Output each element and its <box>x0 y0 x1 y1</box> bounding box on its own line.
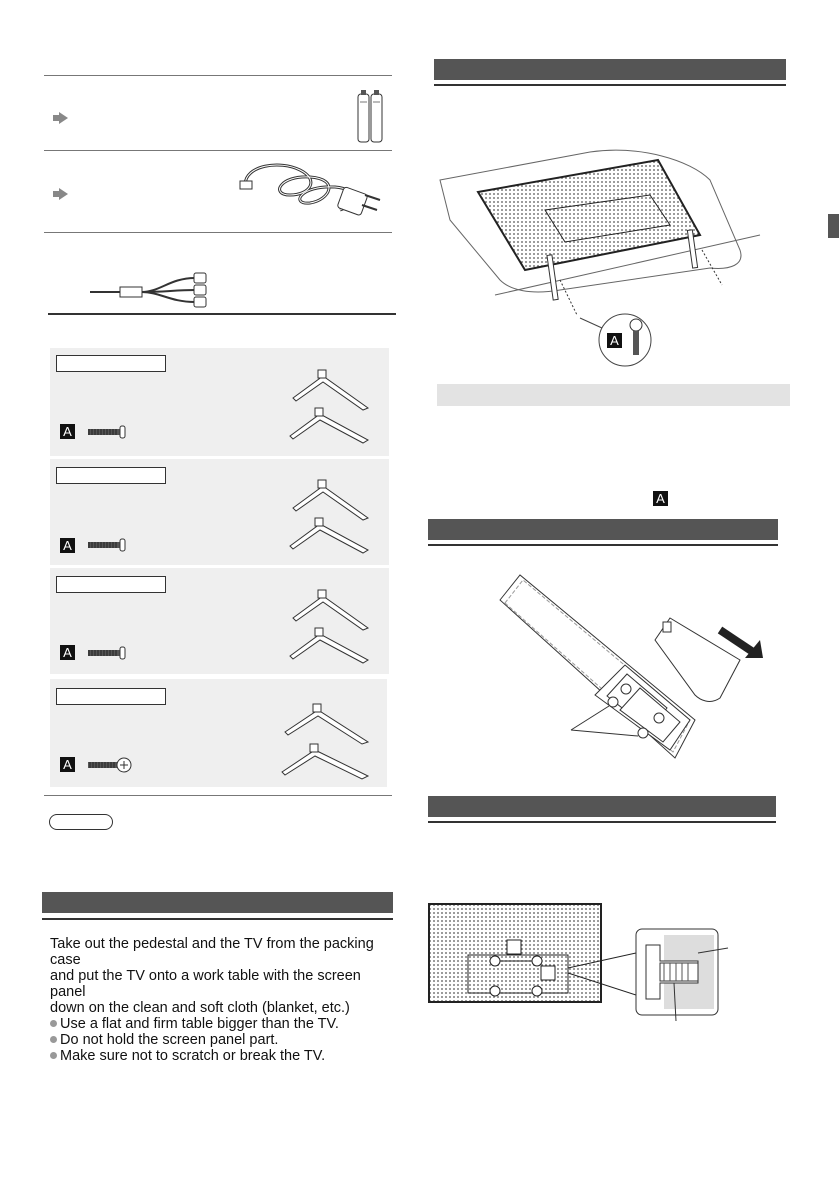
screw-a-badge: A <box>60 645 75 660</box>
section-header-underline <box>434 84 786 86</box>
model-label-box <box>56 355 166 372</box>
av-adapter-cable-icon <box>90 272 215 307</box>
tv-back-mounting-illustration <box>428 903 748 1023</box>
divider <box>44 75 392 76</box>
bullet-icon <box>50 1052 57 1059</box>
remote-battery-illustration <box>495 570 780 765</box>
section-header-underline <box>42 918 393 920</box>
bullet-item: Make sure not to scratch or break the TV. <box>50 1048 400 1064</box>
bullet-icon <box>50 1020 57 1027</box>
bullet-item: Use a flat and firm table bigger than the TV. <box>50 1016 400 1032</box>
instruction-line: and put the TV onto a work table with the screen panel <box>50 968 361 1000</box>
screw-a-badge: A <box>60 424 75 439</box>
model-label-box <box>56 576 166 593</box>
ac-cord-icon <box>240 155 390 225</box>
instruction-line: Take out the pedestal and the TV from the packing case <box>50 936 374 968</box>
divider <box>44 232 392 233</box>
note-label-box <box>49 814 113 830</box>
truss-screw-icon <box>88 757 133 773</box>
section-header-underline <box>428 821 776 823</box>
section-header-bar <box>428 796 776 817</box>
model-label-box <box>56 467 166 484</box>
reference-arrow-icon <box>59 112 68 124</box>
screw-a-badge: A <box>653 491 668 506</box>
screw-icon <box>88 539 128 551</box>
divider <box>44 795 392 796</box>
tv-on-cloth-illustration <box>440 140 760 370</box>
setup-instructions <box>50 936 400 1064</box>
reference-arrow-icon <box>59 188 68 200</box>
pedestal-stand-icon <box>288 368 378 446</box>
screw-a-badge: A <box>60 538 75 553</box>
divider <box>48 313 396 315</box>
pedestal-stand-icon <box>280 702 380 782</box>
bullet-icon <box>50 1036 57 1043</box>
section-header-underline <box>428 544 778 546</box>
screw-icon <box>88 426 128 438</box>
section-header-bar <box>428 519 778 540</box>
caution-bar <box>437 384 790 406</box>
section-header-bar <box>42 892 393 913</box>
model-label-box <box>56 688 166 705</box>
section-header-bar <box>434 59 786 80</box>
pedestal-stand-icon <box>288 478 378 556</box>
screw-a-badge: A <box>60 757 75 772</box>
bullet-item: Do not hold the screen panel part. <box>50 1032 400 1048</box>
screw-icon <box>628 319 644 359</box>
screw-icon <box>88 647 128 659</box>
divider <box>44 150 392 151</box>
section-side-tab <box>828 214 839 238</box>
pedestal-stand-icon <box>288 588 378 666</box>
batteries-icon <box>356 88 386 144</box>
screw-a-badge: A <box>607 333 622 348</box>
instruction-line: down on the clean and soft cloth (blanket, etc.) <box>50 1000 350 1016</box>
